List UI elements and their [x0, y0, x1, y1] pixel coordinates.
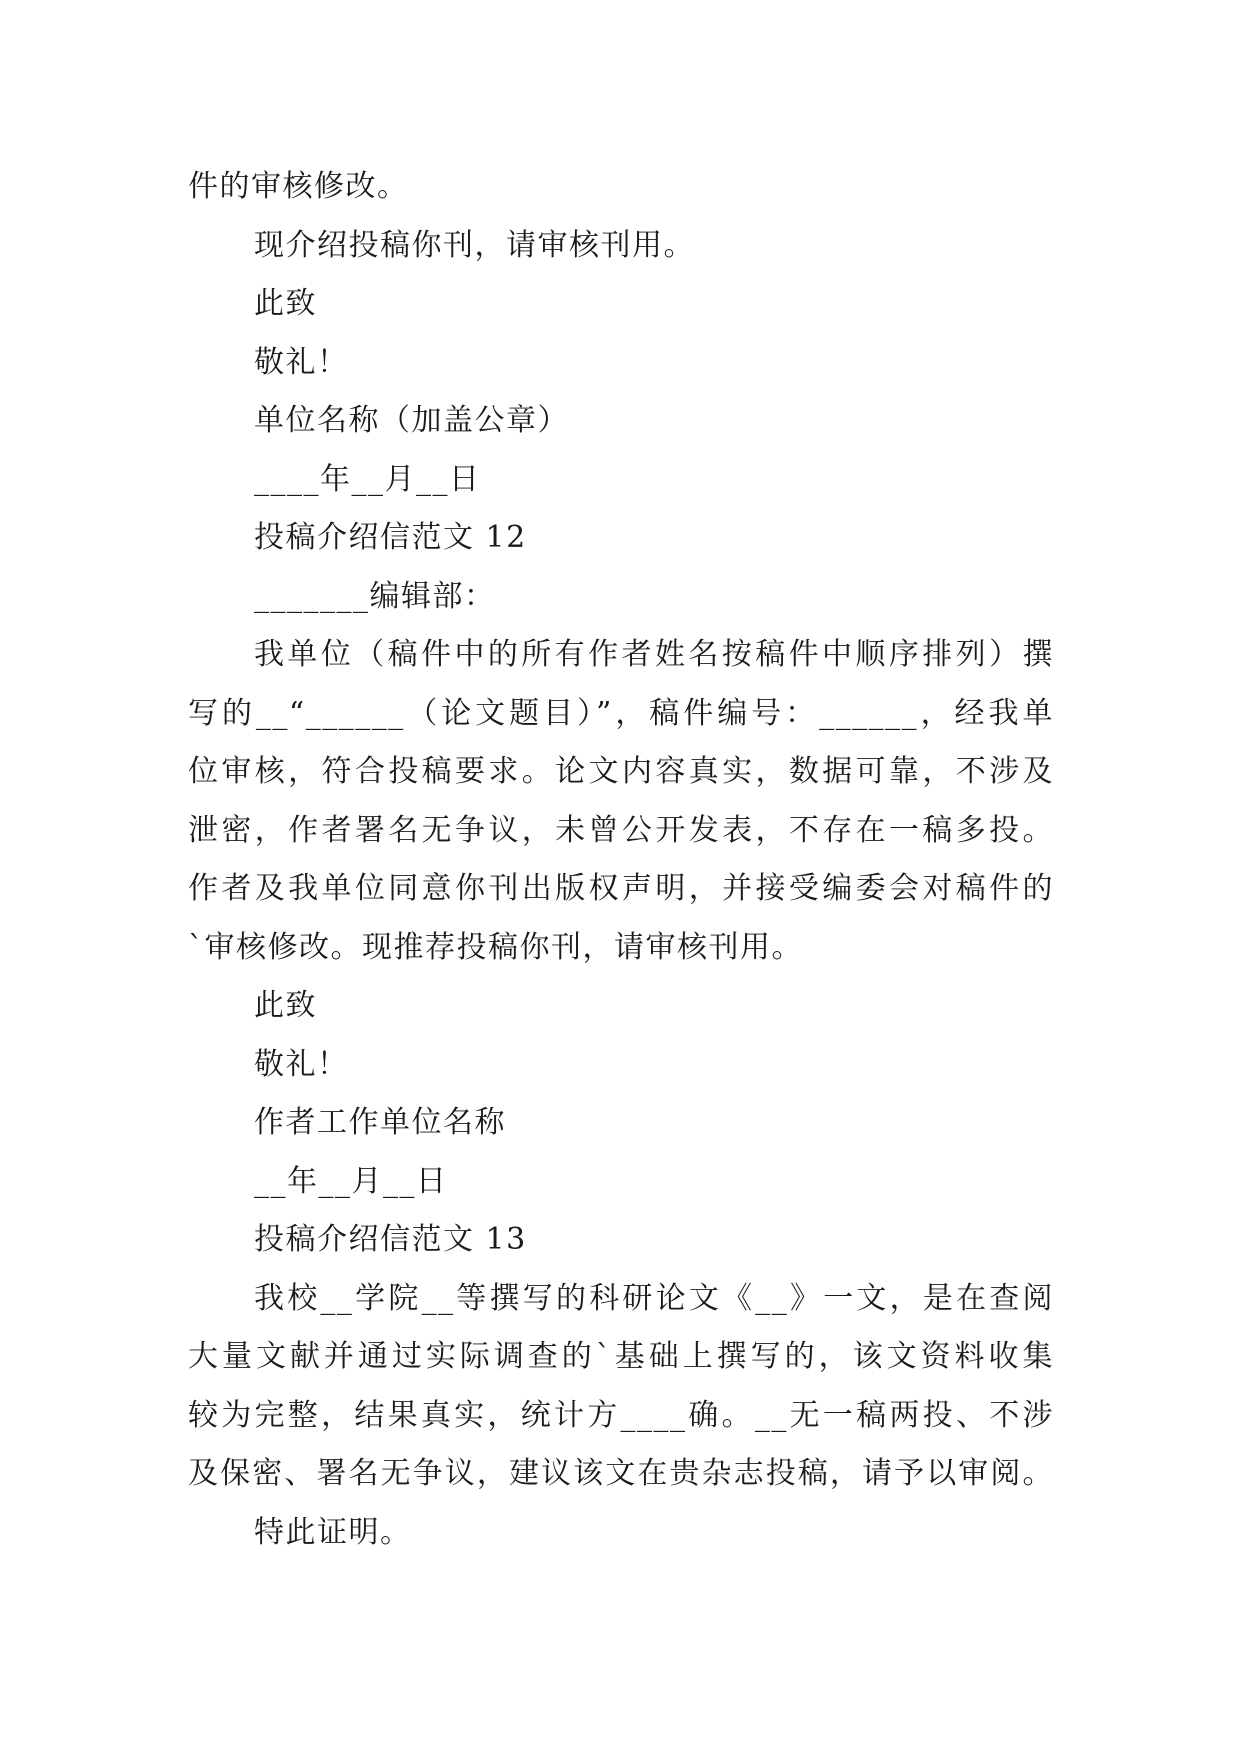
text-line: 我单位（稿件中的所有作者姓名按稿件中顺序排列）撰	[254, 637, 1054, 672]
date-line: ____年__月__日	[254, 461, 481, 497]
text-line: 写的__“______（论文题目）”，稿件编号：______，经我单	[188, 695, 1054, 731]
text-line: 较为完整，结果真实，统计方____确。__无一稿两投、不涉	[188, 1397, 1054, 1433]
closing-line: 敬礼！	[254, 344, 349, 380]
closing-line: 此致	[254, 286, 317, 321]
text-line: 作者及我单位同意你刊出版权声明，并接受编委会对稿件的	[188, 871, 1054, 906]
text-line: 泄密，作者署名无争议，未曾公开发表，不存在一稿多投。	[188, 812, 1054, 848]
signature-line: 作者工作单位名称	[254, 1105, 506, 1140]
text-line: `审核修改。现推荐投稿你刊，请审核刊用。	[188, 929, 803, 965]
text-line: 位审核，符合投稿要求。论文内容真实，数据可靠，不涉及	[188, 754, 1054, 789]
text-line: 及保密、署名无争议，建议该文在贵杂志投稿，请予以审阅。	[188, 1456, 1054, 1491]
signature-line: 单位名称（加盖公章）	[254, 403, 569, 438]
closing-line: 敬礼！	[254, 1046, 349, 1082]
section-heading: 投稿介绍信范文 13	[254, 1222, 527, 1257]
text-line: 我校__学院__等撰写的科研论文《__》一文，是在查阅	[254, 1280, 1054, 1316]
date-line: __年__月__日	[254, 1163, 448, 1199]
document-body	[188, 158, 1054, 1562]
text-line: 大量文献并通过实际调查的`基础上撰写的，该文资料收集	[188, 1339, 1054, 1374]
section-heading: 投稿介绍信范文 12	[254, 520, 527, 555]
text-line: 件的审核修改。	[188, 169, 409, 204]
text-line: 特此证明。	[254, 1514, 412, 1550]
closing-line: 此致	[254, 988, 317, 1023]
text-line: 现介绍投稿你刊，请审核刊用。	[254, 227, 695, 263]
salutation-line: _______编辑部：	[254, 578, 496, 614]
